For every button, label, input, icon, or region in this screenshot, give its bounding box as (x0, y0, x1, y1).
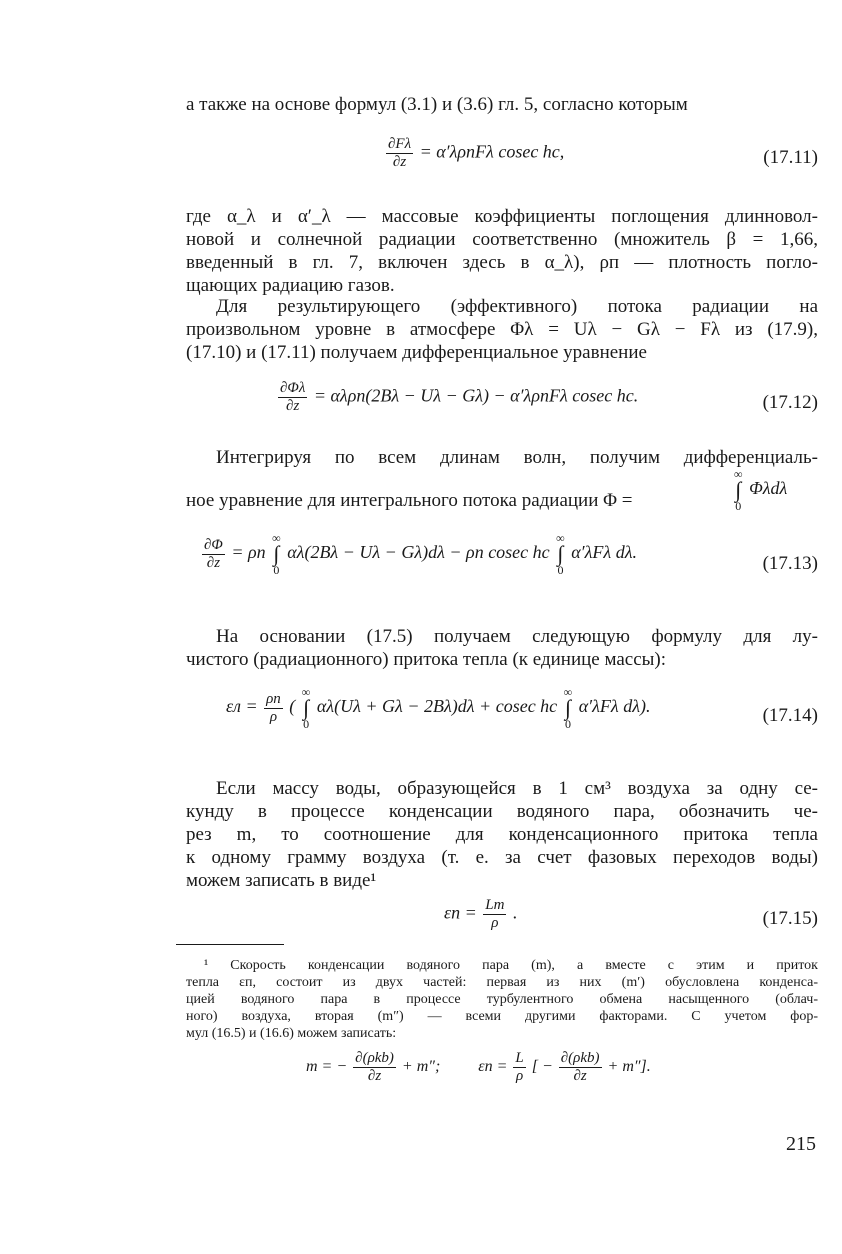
equation-label: (17.14) (762, 705, 818, 726)
text-line: к одному грамму воздуха (т. е. за счет фазовых переходов воды) (186, 847, 818, 868)
fraction: $\frac{\partial F\lambda}{\partial z}$ (388, 136, 412, 170)
integral-sign: ∞ ∫ 0 (301, 685, 311, 731)
text-line: Если массу воды, образующейся в 1 см³ воздуха за одну се- (216, 778, 818, 799)
fraction: $\frac{Lm}{\rho}$ (485, 897, 505, 931)
integral-sign: ∞ ∫ 0 (563, 685, 573, 731)
footnote-line: тепла εп, состоит из двух частей: первая из них (m′) обусловлена конденса- (186, 975, 818, 990)
text-line: введенный в гл. 7, включен здесь в α_λ), ρп — плотность погло- (186, 252, 818, 273)
fraction: $\frac{\text{∂(ρkb)}}{\partial z}$ (355, 1050, 394, 1084)
text-line: щающих радиацию газов. (186, 275, 395, 296)
fraction: $\frac{\partial\Phi}{\partial z}$ (204, 536, 223, 571)
text-line: (17.10) и (17.11) получаем дифференциальное уравнение (186, 342, 647, 363)
text-line: чистого (радиационного) притока тепла (к единице массы): (186, 649, 667, 670)
integral-sign: ∞ ∫ 0 (734, 467, 743, 513)
page-number: 215 (786, 1133, 816, 1155)
footnote-equation: m = − $\frac{\text{∂(ρkb)}}{\partial z}$ + m″; εп = $\frac{L}{\rho}$ [ − $\frac{\text{∂(ρkb)}}{\partial z}$ + m″]. (306, 1050, 651, 1084)
equation-17-13: $\frac{\partial\Phi}{\partial z}$ = ρп ∞ ∫ 0 αλ(2Bλ − Uλ − Gλ)dλ − ρп cosec hc ∞ ∫ 0 α′λFλ dλ. (204, 531, 637, 577)
text-line: Интегрируя по всем длинам волн, получим дифференциаль- (216, 447, 818, 468)
footnote-line: ¹ Скорость конденсации водяного пара (m), а вместе с этим и приток (204, 958, 818, 973)
text-line: рез m, то соотношение для конденсационного притока тепла (186, 824, 818, 845)
integral-sign: ∞ ∫ 0 (556, 531, 565, 577)
equation-label: (17.12) (762, 392, 818, 413)
equation-17-12: $\frac{\partial\Phi\lambda}{\partial z}$ = αλρп(2Bλ − Uλ − Gλ) − α′λρпFλ cosec hc. (280, 380, 639, 414)
fraction: $\frac{L}{\rho}$ (515, 1050, 524, 1084)
fraction: $\frac{\rho п}{\rho}$ (266, 690, 281, 725)
footnote-line: ного) воздуха, вторая (m″) — всеми другими факторами. С учетом фор- (186, 1009, 818, 1024)
equation-label: (17.13) (762, 553, 818, 574)
equation-phi-integral: ∞ ∫ 0 Φλdλ (734, 467, 788, 513)
footnote-line: мул (16.5) и (16.6) можем записать: (186, 1026, 397, 1041)
equation-label: (17.11) (763, 147, 818, 168)
text-line: ное уравнение для интегрального потока радиации Φ = (186, 490, 633, 511)
text-line: а также на основе формул (3.1) и (3.6) гл. 5, согласно которым (186, 94, 688, 115)
equation-17-11: $\frac{\partial F\lambda}{\partial z}$ = α′λρпFλ cosec hc, (388, 136, 565, 170)
equation-label: (17.15) (762, 908, 818, 929)
footnote-rule (176, 944, 284, 945)
equation-17-14: εл = $\frac{\rho п}{\rho}$ ( ∞ ∫ 0 αλ(Uλ + Gλ − 2Bλ)dλ + cosec hc ∞ ∫ 0 α′λFλ dλ). (226, 685, 651, 731)
text-line: произвольном уровне в атмосфере Φλ = Uλ − Gλ − Fλ из (17.9), (186, 319, 818, 340)
text-line: На основании (17.5) получаем следующую формулу для лу- (216, 626, 818, 647)
fraction: $\frac{\partial\Phi\lambda}{\partial z}$ (280, 380, 306, 414)
text-line: новой и солнечной радиации соответственно (множитель β = 1,66, (186, 229, 818, 250)
footnote-line: цией водяного пара в процессе турбулентного обмена насыщенного (облач- (186, 992, 818, 1007)
text-line: можем записать в виде¹ (186, 870, 377, 891)
text-line: где α_λ и α′_λ — массовые коэффициенты поглощения длинновол- (186, 206, 818, 227)
text-line: Для результирующего (эффективного) потока радиации на (216, 296, 818, 317)
equation-17-15: εп = $\frac{Lm}{\rho}$ . (444, 897, 518, 931)
text-line: кунду в процессе конденсации водяного пара, обозначить че- (186, 801, 818, 822)
integral-sign: ∞ ∫ 0 (272, 531, 281, 577)
fraction: $\frac{\text{∂(ρkb)}}{\partial z}$ (560, 1050, 600, 1084)
